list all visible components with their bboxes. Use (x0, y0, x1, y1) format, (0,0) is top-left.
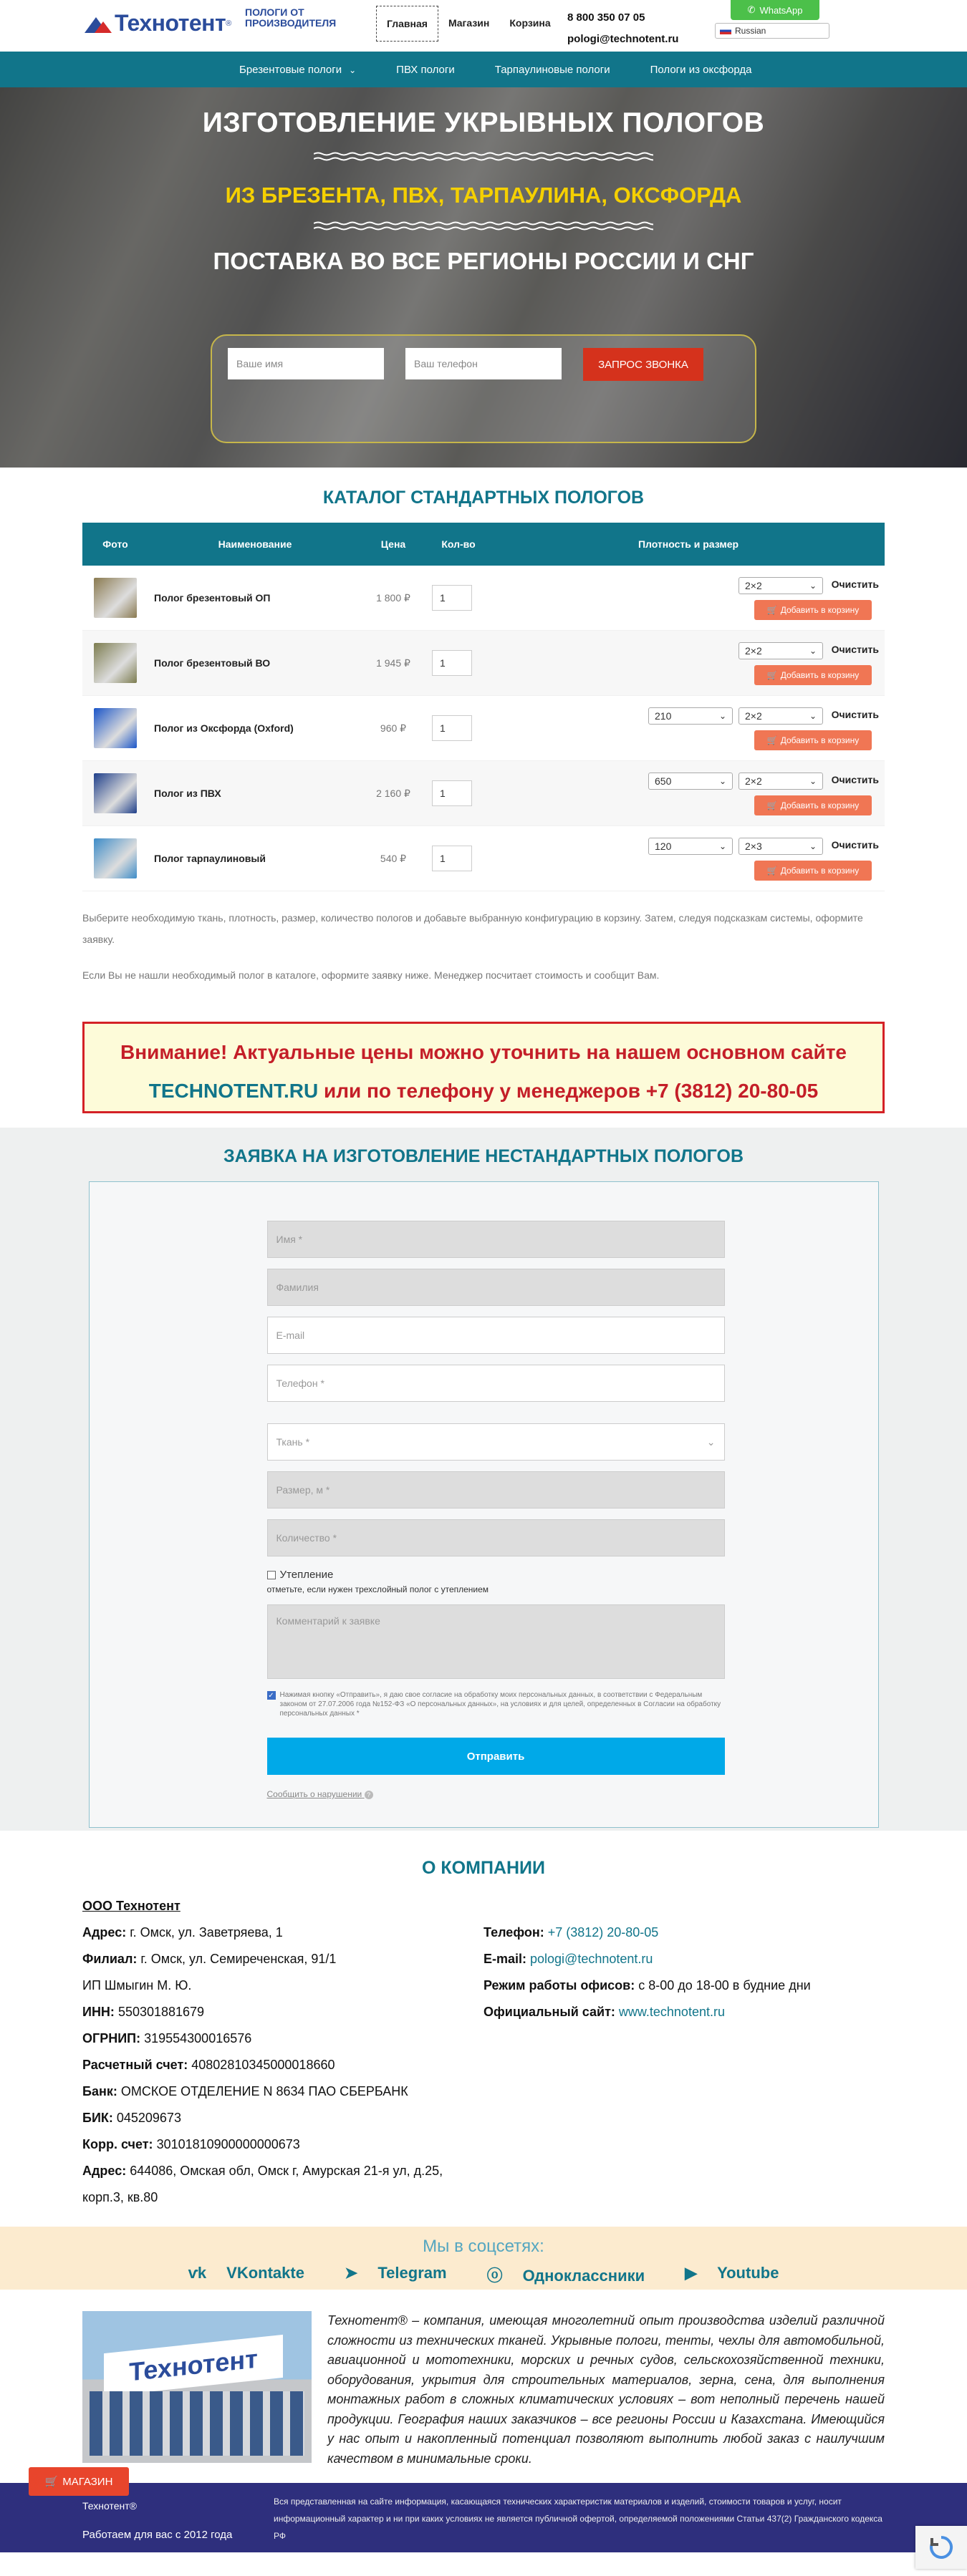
product-name[interactable]: Полог брезентовый ОП (148, 566, 362, 631)
submit-button[interactable]: Отправить (267, 1738, 725, 1775)
company-detail-row (82, 1999, 484, 2025)
add-to-cart-label: Добавить в корзину (780, 605, 860, 615)
chevron-down-icon: ⌄ (706, 1435, 716, 1448)
consent-checkbox[interactable] (267, 1690, 725, 1718)
menu-item-tarpaulin-canvas[interactable] (239, 64, 356, 76)
social-ok-link[interactable] (477, 2264, 655, 2286)
add-to-cart-label: Добавить в корзину (780, 800, 860, 810)
qty-cell (425, 826, 492, 891)
alert-line2: или по телефону у менеджеров +7 (3812) 20-80-05 (318, 1080, 819, 1102)
product-photo-cell (82, 696, 148, 761)
nav-home[interactable]: Главная (376, 6, 438, 42)
menu-item-label: Брезентовые пологи (239, 63, 342, 76)
table-row (82, 566, 885, 631)
qty-cell (425, 566, 492, 631)
company-detail-row (82, 1919, 484, 1946)
product-photo-cell (82, 566, 148, 631)
odnoklassniki-icon: ⓞ (486, 2267, 503, 2285)
product-photo[interactable] (94, 838, 137, 878)
building-sign: Технотент (104, 2335, 283, 2396)
contact-label: Телефон: (484, 1925, 544, 1940)
company-contact-row (484, 1999, 885, 2025)
company-intro (82, 2311, 885, 2469)
email-field[interactable]: E-mail (267, 1317, 725, 1354)
social-section (0, 2227, 967, 2290)
about-title: О КОМПАНИИ (422, 1858, 545, 1878)
wave-divider (314, 152, 653, 162)
cart-icon: 🛒 (766, 605, 778, 615)
company-details (82, 1893, 484, 2211)
logo-registered: ® (226, 19, 232, 28)
size-value: 2×2 (745, 580, 762, 591)
detail-value: ИП Шмыгин М. Ю. (82, 1978, 192, 1992)
quantity-input[interactable]: 1 (432, 780, 472, 806)
whatsapp-label: WhatsApp (759, 4, 803, 16)
company-name: ООО Технотент (82, 1899, 181, 1913)
clear-button[interactable]: Очистить (831, 839, 879, 851)
alert-site-link[interactable]: TECHNOTENT.RU (148, 1080, 319, 1102)
social-vk-label: VKontakte (226, 2264, 304, 2282)
cart-icon: 🛒 (766, 670, 778, 680)
consent-text: Нажимая кнопку «Отправить», я даю свое согласие на обработку моих персональных данных, в соответствии с Федеральным законом от 27.07.2006 года №152-ФЗ «О персональных данных», на условиях и для целей, определенных в Согласии на обработку персональных данных * (279, 1691, 721, 1718)
options-cell (492, 696, 885, 761)
col-name: Наименование (148, 523, 362, 566)
density-value: 650 (655, 775, 672, 787)
company-contact-row (484, 1919, 885, 1946)
nav-cart[interactable]: Корзина (509, 17, 551, 29)
add-to-cart-button[interactable] (754, 795, 872, 815)
price-alert (82, 1022, 885, 1113)
density-value: 210 (655, 710, 672, 722)
product-photo[interactable] (94, 773, 137, 813)
callback-form (211, 334, 756, 443)
cart-icon: 🛒 (766, 800, 778, 810)
detail-label: Корр. счет: (82, 2137, 153, 2151)
product-price: 960 ₽ (362, 696, 425, 761)
product-name[interactable]: Полог из Оксфорда (Oxford) (148, 696, 362, 761)
clear-button[interactable]: Очистить (831, 774, 879, 785)
catalog-title: КАТАЛОГ СТАНДАРТНЫХ ПОЛОГОВ (322, 488, 645, 508)
footer-years: Работаем для вас с 2012 года (82, 2529, 233, 2541)
detail-value: 644086, Омская обл, Омск г, Амурская 21-я ул, д.25, корп.3, кв.80 (82, 2164, 443, 2204)
size-select[interactable] (739, 707, 823, 725)
catalog-section (0, 488, 967, 986)
fabric-select-value: Ткань * (276, 1436, 310, 1448)
hero-subtitle: ИЗ БРЕЗЕНТА, ПВХ, ТАРПАУЛИНА, ОКСФОРДА (225, 183, 742, 208)
col-qty: Кол-во (425, 523, 492, 566)
contact-value[interactable]: pologi@technotent.ru (526, 1952, 653, 1966)
contact-label: E-mail: (484, 1952, 527, 1966)
quantity-input[interactable]: 1 (432, 650, 472, 676)
add-to-cart-button[interactable] (754, 730, 872, 750)
insulation-label: Утепление (279, 1569, 334, 1581)
wave-divider (314, 221, 653, 231)
company-description: Технотент® – компания, имеющая многолетний опыт производства изделий различной сложности из технических тканей. Укрывные пологи, тенты, чехлы для автомобильной, авиационной и мототехники, морских и речных судов, сельскохозяйственной техники, оборудования, укрытия для строительных материалов, зерна, сена, для выполнения монтажных работ в сложных климатических условиях – вот неполный перечень нашей продукции. География наших заказчиков – все регионы России и Казахстана. Имеющийся у нас опыт и накопленный потенциал позволяют выполнить любой заказ с наилучшим качеством в минимальные сроки. (327, 2313, 885, 2466)
detail-value: 30101810900000000673 (153, 2137, 300, 2151)
clear-button[interactable]: Очистить (831, 644, 879, 655)
detail-label: ИНН: (82, 2005, 115, 2019)
detail-label: Адрес: (82, 1925, 127, 1940)
cart-icon: 🛒 (766, 735, 778, 745)
footer-disclaimer: Вся представленная на сайте информация, касающаяся технических характеристик материалов и изделий, стоимости товаров и услуг, носит информационный характер и ни при каких условиях не является публичной офертой, определяемой положениями Статьи 437(2) Гражданского кодекса РФ (274, 2497, 882, 2541)
detail-label: Расчетный счет: (82, 2058, 188, 2072)
callback-phone-input[interactable]: Ваш телефон (405, 348, 562, 379)
nav-shop[interactable]: Магазин (448, 17, 490, 29)
header-email[interactable]: pologi@technotent.ru (567, 33, 679, 45)
table-row (82, 826, 885, 891)
callback-request-button[interactable]: ЗАПРОС ЗВОНКА (583, 348, 703, 381)
qty-cell (425, 631, 492, 696)
table-row (82, 761, 885, 826)
table-row (82, 631, 885, 696)
logo[interactable] (85, 10, 231, 37)
product-photo[interactable] (94, 578, 137, 618)
vk-icon: ⱱk (188, 2264, 207, 2282)
density-value: 120 (655, 841, 672, 852)
report-label: Сообщить о нарушении (266, 1789, 362, 1799)
whatsapp-button[interactable] (731, 0, 819, 20)
size-select[interactable] (739, 838, 823, 855)
hero-banner (0, 87, 967, 468)
size-select[interactable] (739, 773, 823, 790)
comment-field[interactable]: Комментарий к заявке (267, 1604, 725, 1679)
report-violation-link[interactable] (267, 1789, 373, 1799)
company-detail-row (82, 2025, 484, 2052)
product-price: 540 ₽ (362, 826, 425, 891)
header-contacts (567, 7, 678, 50)
density-select[interactable] (648, 838, 733, 855)
product-price: 1 945 ₽ (362, 631, 425, 696)
product-photo-cell (82, 826, 148, 891)
header-phone[interactable]: 8 800 350 07 05 (567, 11, 645, 24)
size-value: 2×2 (745, 710, 762, 722)
options-cell (492, 826, 885, 891)
checkbox-icon (267, 1571, 276, 1579)
clear-button[interactable]: Очистить (831, 709, 879, 720)
social-vk-link[interactable] (178, 2264, 314, 2286)
detail-value: 550301881679 (114, 2005, 205, 2019)
quantity-input[interactable]: 1 (432, 846, 472, 871)
detail-value: 045209673 (112, 2111, 181, 2125)
detail-label: Банк: (82, 2084, 117, 2098)
menu-item-tarpaulin[interactable]: Тарпаулиновые пологи (494, 63, 610, 76)
options-cell (492, 631, 885, 696)
product-photo-cell (82, 631, 148, 696)
recaptcha-icon (929, 2535, 953, 2560)
detail-value: г. Омск, ул. Заветряева, 1 (126, 1925, 283, 1940)
help-icon: ? (365, 1791, 373, 1799)
hero-delivery: ПОСТАВКА ВО ВСЕ РЕГИОНЫ РОССИИ И СНГ (213, 248, 754, 274)
shop-button-label: МАГАЗИН (62, 2475, 113, 2488)
product-name[interactable]: Полог тарпаулиновый (148, 826, 362, 891)
cart-icon: 🛒 (766, 866, 778, 876)
add-to-cart-button[interactable] (754, 861, 872, 881)
top-nav (376, 6, 561, 42)
company-detail-row (82, 2158, 484, 2211)
logo-mark-icon (85, 13, 112, 34)
contact-label: Режим работы офисов: (484, 1978, 635, 1992)
company-detail-row (82, 2105, 484, 2131)
product-photo[interactable] (94, 643, 137, 683)
product-name[interactable]: Полог из ПВХ (148, 761, 362, 826)
col-density-size: Плотность и размер (492, 523, 885, 566)
size-value: 2×2 (745, 645, 762, 657)
density-select[interactable] (648, 707, 733, 725)
social-youtube-label: Youtube (717, 2264, 779, 2282)
add-to-cart-button[interactable] (754, 665, 872, 685)
tagline: ПОЛОГИ ОТ ПРОИЗВОДИТЕЛЯ (245, 6, 337, 29)
size-select[interactable] (739, 642, 823, 659)
youtube-icon: ▶ (685, 2264, 698, 2282)
detail-label: Филиал: (82, 1952, 138, 1966)
add-to-cart-button[interactable] (754, 600, 872, 620)
size-field[interactable]: Размер, м * (267, 1471, 725, 1509)
add-to-cart-label: Добавить в корзину (780, 866, 860, 876)
quantity-input[interactable]: 1 (432, 585, 472, 611)
detail-value: 40802810345000018660 (188, 2058, 335, 2072)
menu-item-oxford[interactable]: Пологи из оксфорда (650, 63, 752, 76)
product-name[interactable]: Полог брезентовый ВО (148, 631, 362, 696)
options-cell (492, 761, 885, 826)
custom-order-section (0, 1128, 967, 1831)
qty-cell (425, 696, 492, 761)
product-price: 1 800 ₽ (362, 566, 425, 631)
callback-name-input[interactable]: Ваше имя (228, 348, 384, 379)
catalog-note: Выберите необходимую ткань, плотность, размер, количество пологов и добавьте выбранную конфигурацию в корзину. Затем, следуя подсказкам системы, оформите заявку. (82, 912, 863, 945)
quantity-input[interactable]: 1 (432, 715, 472, 741)
social-ok-label: Одноклассники (522, 2267, 645, 2285)
whatsapp-icon: ✆ (747, 4, 756, 15)
catalog-table (82, 523, 885, 891)
contact-value[interactable]: +7 (3812) 20-80-05 (544, 1925, 659, 1940)
social-title: Мы в соцсетях: (423, 2237, 544, 2256)
fabric-select[interactable] (267, 1423, 725, 1461)
density-select[interactable] (648, 773, 733, 790)
social-youtube-link[interactable] (675, 2264, 789, 2286)
category-menu (0, 52, 967, 87)
clear-button[interactable]: Очистить (831, 578, 879, 590)
table-row (82, 696, 885, 761)
checkbox-checked-icon: ✓ (268, 1692, 274, 1700)
company-detail-row (82, 1946, 484, 1972)
alert-line1: Внимание! Актуальные цены можно уточнить на нашем основном сайте (120, 1041, 847, 1063)
surname-field[interactable]: Фамилия (267, 1269, 725, 1306)
product-photo[interactable] (94, 708, 137, 748)
about-section (0, 1831, 967, 2211)
menu-item-pvc[interactable]: ПВХ пологи (396, 63, 455, 76)
order-form (89, 1181, 879, 1828)
order-title: ЗАЯВКА НА ИЗГОТОВЛЕНИЕ НЕСТАНДАРТНЫХ ПОЛОГОВ (223, 1146, 744, 1166)
insulation-checkbox[interactable] (267, 1569, 334, 1581)
chevron-down-icon: ⌄ (349, 64, 357, 75)
detail-label: ОГРНИП: (82, 2031, 141, 2045)
recaptcha-badge[interactable] (915, 2526, 967, 2569)
detail-label: БИК: (82, 2111, 113, 2125)
cart-icon: 🛒 (44, 2476, 59, 2488)
language-select[interactable] (715, 23, 829, 39)
detail-value: г. Омск, ул. Семиреченская, 91/1 (137, 1952, 337, 1966)
quantity-field[interactable]: Количество * (267, 1519, 725, 1556)
language-value: Russian (735, 26, 766, 36)
detail-label: Адрес: (82, 2164, 127, 2178)
qty-cell (425, 761, 492, 826)
company-contacts (484, 1893, 885, 2211)
size-value: 2×2 (745, 775, 762, 787)
social-telegram-label: Telegram (377, 2264, 447, 2282)
catalog-note-custom: Если Вы не нашли необходимый полог в каталоге, оформите заявку ниже. Менеджер посчитает стоимость и сообщит Вам. (82, 969, 660, 981)
russia-flag-icon (720, 27, 731, 34)
product-price: 2 160 ₽ (362, 761, 425, 826)
detail-value: 319554300016576 (140, 2031, 252, 2045)
add-to-cart-label: Добавить в корзину (780, 735, 860, 745)
contact-value[interactable]: www.technotent.ru (615, 2005, 725, 2019)
col-photo: Фото (82, 523, 148, 566)
site-footer (0, 2483, 967, 2552)
telegram-icon: ➤ (344, 2264, 358, 2282)
size-value: 2×3 (745, 841, 762, 852)
social-telegram-link[interactable] (335, 2264, 457, 2286)
size-select[interactable] (739, 577, 823, 594)
name-field[interactable]: Имя * (267, 1221, 725, 1258)
add-to-cart-label: Добавить в корзину (780, 670, 860, 680)
company-contact-row (484, 1972, 885, 1999)
options-cell (492, 566, 885, 631)
product-photo-cell (82, 761, 148, 826)
site-header (0, 0, 967, 52)
company-detail-row (82, 2078, 484, 2105)
detail-value: ОМСКОЕ ОТДЕЛЕНИЕ N 8634 ПАО СБЕРБАНК (117, 2084, 408, 2098)
company-detail-row (82, 2131, 484, 2158)
company-contact-row (484, 1946, 885, 1972)
contact-label: Официальный сайт: (484, 2005, 615, 2019)
shop-floating-button[interactable] (29, 2467, 129, 2496)
col-price: Цена (362, 523, 425, 566)
footer-brand: Технотент® (82, 2500, 137, 2512)
company-detail-row (82, 1972, 484, 1999)
insulation-hint: отметьте, если нужен трехслойный полог с утеплением (266, 1584, 489, 1594)
phone-field[interactable]: Телефон * (267, 1365, 725, 1402)
company-detail-row (82, 2052, 484, 2078)
building-photo (82, 2311, 312, 2463)
logo-text: Технотент (115, 10, 226, 36)
contact-value: с 8-00 до 18-00 в будние дни (635, 1978, 811, 1992)
hero-title: ИЗГОТОВЛЕНИЕ УКРЫВНЫХ ПОЛОГОВ (202, 107, 765, 138)
